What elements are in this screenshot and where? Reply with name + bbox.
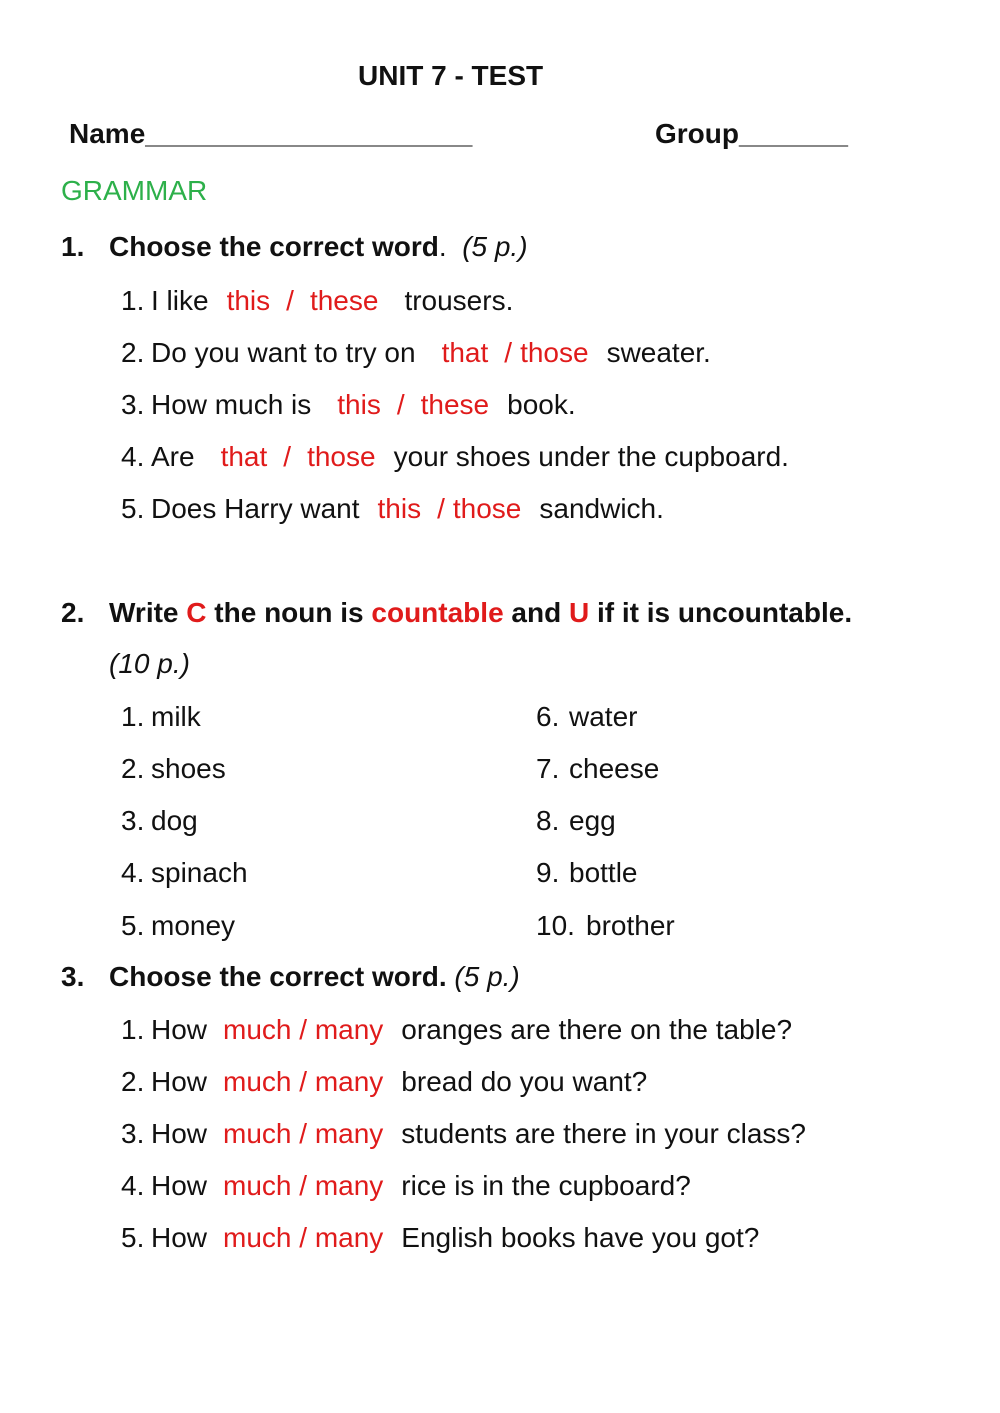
q1-item — [121, 493, 664, 525]
option-b[interactable]: those — [520, 337, 589, 368]
much-many-options[interactable]: much / many — [223, 1118, 384, 1149]
much-many-options[interactable]: much / many — [223, 1014, 384, 1045]
section-heading: GRAMMAR — [61, 175, 208, 206]
item-number: 4. — [121, 441, 145, 472]
item-number: 4. — [121, 1170, 145, 1201]
option-separator: / — [286, 285, 294, 316]
item-number: 2. — [121, 1066, 145, 1097]
question-2-heading — [61, 597, 852, 629]
noun-word: bottle — [569, 857, 638, 888]
noun-word: spinach — [151, 857, 248, 888]
item-number: 10. — [536, 910, 575, 941]
q3-item — [121, 1118, 806, 1150]
option-separator: / — [437, 493, 445, 524]
q3-item — [121, 1014, 792, 1046]
question-number: 2. — [61, 597, 85, 628]
item-number: 2. — [121, 337, 145, 368]
countable-marker: C — [186, 597, 207, 628]
option-a[interactable]: this — [337, 389, 381, 420]
q3-item — [121, 1170, 691, 1202]
item-text: Do you want to try on — [151, 337, 416, 368]
option-separator: / — [396, 389, 405, 420]
noun-item[interactable] — [121, 753, 226, 785]
noun-item[interactable] — [121, 857, 248, 889]
option-b[interactable]: those — [452, 493, 522, 524]
page-title: UNIT 7 - TEST — [358, 60, 544, 91]
option-separator: / — [283, 441, 292, 472]
q1-item — [121, 389, 576, 421]
item-text: How much is — [151, 389, 312, 420]
item-number: 3. — [121, 1118, 145, 1149]
noun-item[interactable] — [536, 805, 616, 837]
option-a[interactable]: that — [441, 337, 489, 368]
question-prompt: Choose the correct word — [109, 231, 439, 262]
option-a[interactable]: this — [226, 285, 271, 316]
noun-item[interactable] — [121, 701, 201, 733]
item-text-after: bread do you want? — [401, 1066, 648, 1097]
noun-word: water — [569, 701, 638, 732]
noun-item[interactable] — [536, 753, 659, 785]
item-text: I like — [151, 285, 209, 316]
question-text: and — [511, 597, 562, 628]
q1-item — [121, 337, 711, 369]
item-number: 1. — [121, 1014, 145, 1045]
q3-item — [121, 1222, 759, 1254]
item-number: 5. — [121, 493, 145, 524]
question-period: . — [438, 231, 447, 262]
q1-item — [121, 285, 513, 317]
option-b[interactable]: these — [309, 285, 379, 316]
item-text-after: trousers. — [404, 285, 514, 316]
noun-item[interactable] — [536, 857, 638, 889]
item-text-after: your shoes under the cupboard. — [393, 441, 789, 472]
question-prompt: Choose the correct word. — [109, 961, 447, 992]
question-3-heading — [61, 961, 520, 993]
item-text-after: rice is in the cupboard? — [401, 1170, 691, 1201]
noun-word: shoes — [151, 753, 226, 784]
item-text: How — [151, 1222, 208, 1253]
noun-item[interactable] — [536, 701, 637, 733]
item-text: How — [151, 1118, 208, 1149]
item-text: How — [151, 1170, 208, 1201]
option-a[interactable]: that — [220, 441, 268, 472]
item-number: 9. — [536, 857, 560, 888]
much-many-options[interactable]: much / many — [223, 1066, 384, 1097]
item-text: How — [151, 1066, 208, 1097]
name-field — [69, 118, 472, 150]
noun-item[interactable] — [536, 910, 675, 942]
item-text: How — [151, 1014, 208, 1045]
item-text-after: sweater. — [606, 337, 711, 368]
question-1-heading — [61, 231, 528, 263]
question-text: Write — [109, 597, 179, 628]
group-label: Group — [655, 118, 739, 149]
item-text-after: sandwich. — [539, 493, 664, 524]
question-points: (10 p.) — [109, 648, 190, 679]
item-text-after: oranges are there on the table? — [401, 1014, 793, 1045]
question-points: (5 p.) — [462, 231, 528, 262]
noun-word: dog — [151, 805, 198, 836]
name-label: Name — [69, 118, 146, 149]
option-separator: / — [504, 337, 513, 368]
item-text-after: book. — [507, 389, 576, 420]
item-number: 6. — [536, 701, 560, 732]
noun-word: egg — [569, 805, 616, 836]
item-number: 3. — [121, 389, 145, 420]
question-text: if it is uncountable. — [597, 597, 853, 628]
question-number: 3. — [61, 961, 85, 992]
item-text-after: students are there in your class? — [401, 1118, 806, 1149]
noun-word: brother — [586, 910, 675, 941]
much-many-options[interactable]: much / many — [223, 1170, 384, 1201]
noun-item[interactable] — [121, 805, 198, 837]
item-number: 8. — [536, 805, 560, 836]
item-number: 7. — [536, 753, 560, 784]
name-blank: _____________________ — [145, 118, 473, 149]
countable-word: countable — [371, 597, 504, 628]
item-number: 3. — [121, 805, 145, 836]
much-many-options[interactable]: much / many — [223, 1222, 384, 1253]
group-blank: _______ — [739, 118, 849, 149]
item-text-after: English books have you got? — [401, 1222, 760, 1253]
item-number: 1. — [121, 285, 145, 316]
option-b[interactable]: these — [420, 389, 490, 420]
item-number: 2. — [121, 753, 145, 784]
item-number: 4. — [121, 857, 145, 888]
item-number: 5. — [121, 1222, 145, 1253]
noun-word: cheese — [569, 753, 660, 784]
q3-item — [121, 1066, 647, 1098]
q1-item — [121, 441, 789, 473]
noun-item[interactable] — [121, 910, 235, 942]
question-text: the noun is — [214, 597, 364, 628]
item-text: Are — [151, 441, 195, 472]
question-number: 1. — [61, 231, 85, 262]
item-number: 5. — [121, 910, 145, 941]
noun-word: money — [151, 910, 236, 941]
group-field — [655, 118, 848, 150]
option-a[interactable]: this — [377, 493, 422, 524]
question-points: (5 p.) — [454, 961, 520, 992]
uncountable-marker: U — [568, 597, 590, 628]
noun-word: milk — [151, 701, 201, 732]
option-b[interactable]: those — [307, 441, 376, 472]
item-text: Does Harry want — [151, 493, 360, 524]
item-number: 1. — [121, 701, 145, 732]
